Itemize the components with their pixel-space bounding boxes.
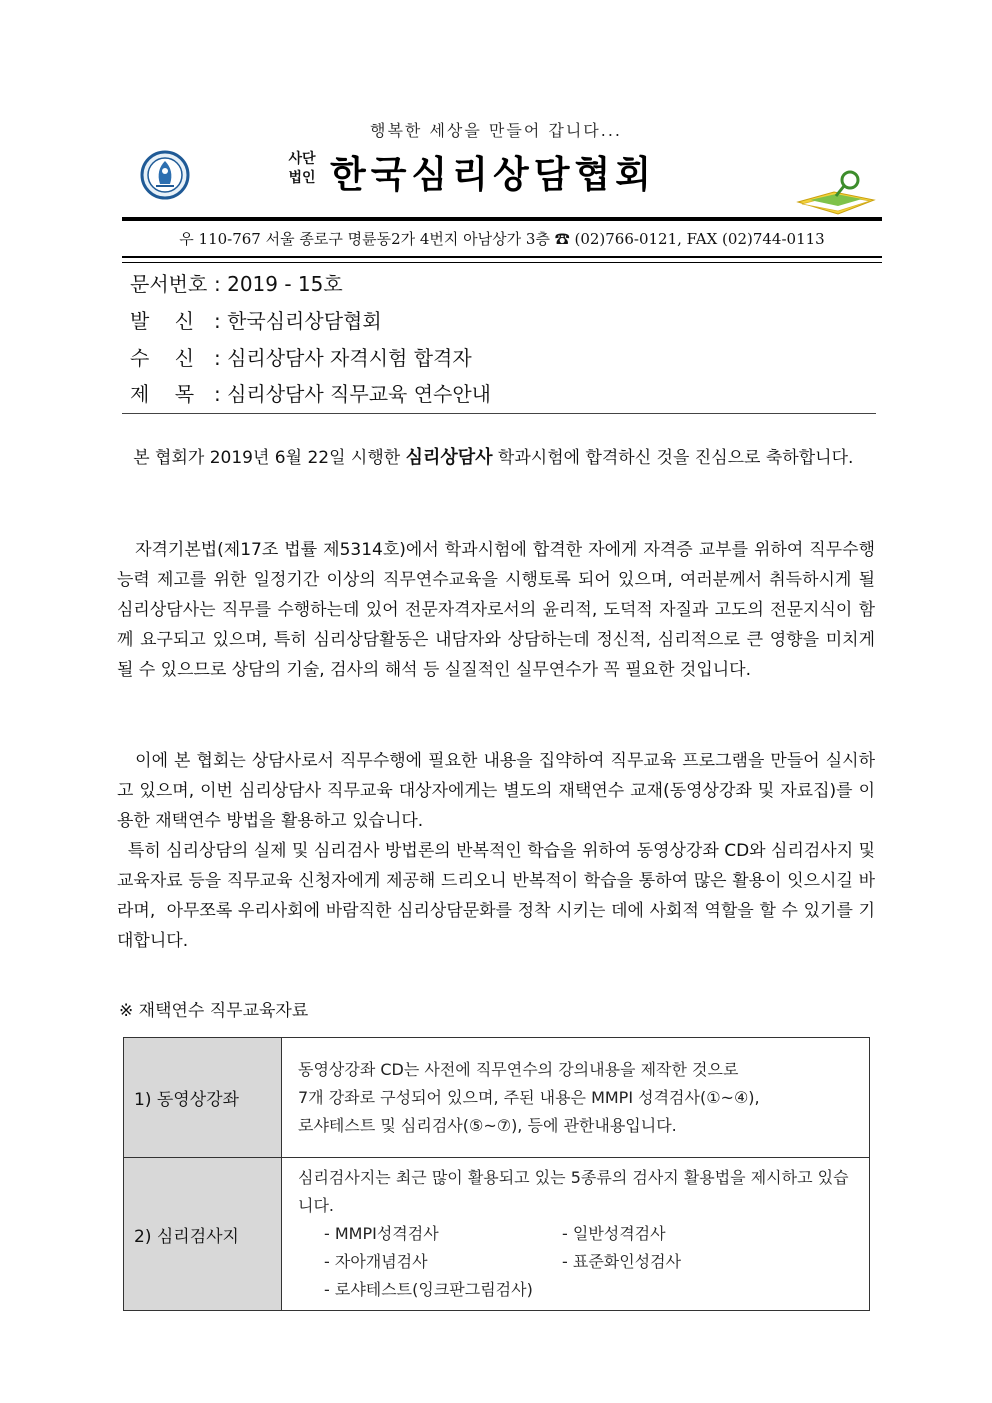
org-prefix-bottom: 법인 [288, 170, 316, 186]
paragraph-text: 특히 심리상담의 실제 및 심리검사 방법론의 반복적인 학습을 위하여 동영상강좌 CD와 심리검사지 및 교육자료 등을 직무교육 신청자에게 제공해 드리오니 반복적이 학습을 통하여 많은 활용이 잇으시길 바라며, 아무쪼록 우리사회에 바람직한 심리상담문화를 정착 시키는 데에 사회적 역할을 할 수 있기를 기대합니다. [117, 841, 881, 951]
materials-table [123, 1037, 870, 1311]
section-title: ※ 재택연수 직무교육자료 [119, 1001, 309, 1021]
header-rule [122, 217, 882, 221]
table-row [124, 1158, 870, 1311]
description-line: 동영상강좌 CD는 사전에 직무연수의 강의내용을 제작한 것으로 [298, 1059, 739, 1079]
description-line: 7개 강좌로 구성되어 있으며, 주된 내용은 MMPI 성격검사(①~④), [298, 1087, 760, 1107]
meta-sender [130, 305, 382, 335]
material-label: 2) 심리검사지 [124, 1158, 282, 1311]
meta-subject [130, 378, 491, 408]
slogan: 행복한 세상을 만들어 갑니다... [370, 121, 622, 140]
description-line: 로샤테스트 및 심리검사(⑤~⑦), 등에 관한내용입니다. [298, 1115, 677, 1135]
material-label: 1) 동영상강좌 [124, 1038, 282, 1158]
meta-document-number [130, 268, 343, 298]
list-item: - 일반성격검사 [562, 1224, 666, 1243]
paragraph-congratulation [117, 443, 875, 473]
meta-label: 제 목 [130, 382, 195, 406]
meta-label: 문서번호 [130, 272, 208, 296]
organization-name: 한국심리상담협회 [330, 152, 656, 196]
table-row [124, 1038, 870, 1158]
paragraph-text: 본 협회가 2019년 6월 22일 시행한 [117, 448, 406, 468]
meta-value: : 심리상담사 직무교육 연수안내 [214, 382, 491, 406]
meta-value: : 심리상담사 자격시험 합격자 [214, 346, 472, 370]
meta-value: : 2019 - 15호 [214, 272, 343, 296]
list-item: - 표준화인성검사 [562, 1252, 682, 1271]
address-rule-thin [122, 262, 882, 263]
meta-label: 발 신 [130, 309, 195, 333]
material-description [282, 1038, 870, 1158]
org-type-prefix [283, 150, 321, 188]
association-emblem-icon [140, 150, 190, 200]
description-intro: 심리검사지는 최근 많이 활용되고 있는 5종류의 검사지 활용법을 제시하고 있습니다. [298, 1168, 849, 1215]
paragraph-program [117, 746, 881, 956]
highlight-certification: 심리상담사 [405, 447, 493, 468]
meta-label: 수 신 [130, 346, 195, 370]
list-item: - MMPI성격검사 [324, 1224, 439, 1243]
paragraph-legal-basis [117, 535, 881, 685]
list-item: - 자아개념검사 [324, 1252, 428, 1271]
list-item: - 로샤테스트(잉크판그림검사) [324, 1280, 533, 1299]
paragraph-text: 이에 본 협회는 상담사로서 직무수행에 필요한 내용을 집약하여 직무교육 프로그램을 만들어 실시하고 있으며, 이번 심리상담사 직무교육 대상자에게는 별도의 재택연수 교재(동영상강좌 및 자료집)를 이용한 재택연수 방법을 활용하고 있습니다. [117, 751, 875, 831]
paragraph-text: 자격기본법(제17조 법률 제5314호)에서 학과시험에 합격한 자에게 자격증 교부를 위하여 직무수행 능력 제고를 위한 일정기간 이상의 직무연수교육을 시행토록 되어 있으며, 여러분께서 취득하시게 될 심리상담사는 직무를 수행하는데 있어 전문자격자로서의 윤리적, 도덕적 자질과 고도의 전문지식이 함께 요구되고 있으며, 특히 심리상담활동은 내담자와 상담하는데 정신적, 심리적으로 큰 영향을 미치게 될 수 있으므로 상담의 기술, 검사의 해석 등 실질적인 실무연수가 꼭 필요한 것입니다. [117, 540, 881, 680]
org-prefix-top: 사단 [288, 151, 316, 167]
meta-value: : 한국심리상담협회 [214, 309, 382, 333]
magnifier-book-icon [796, 170, 876, 216]
paragraph-text: 학과시험에 합격하신 것을 진심으로 축하합니다. [492, 448, 854, 468]
meta-rule [122, 413, 876, 414]
address-line: 우 110-767 서울 종로구 명륜동2가 4번지 아남상가 3층 ☎ (02)766-0121, FAX (02)744-0113 [179, 230, 825, 248]
material-description [282, 1158, 870, 1311]
address-rule [122, 256, 882, 258]
meta-recipient [130, 342, 472, 372]
test-list [298, 1220, 857, 1304]
